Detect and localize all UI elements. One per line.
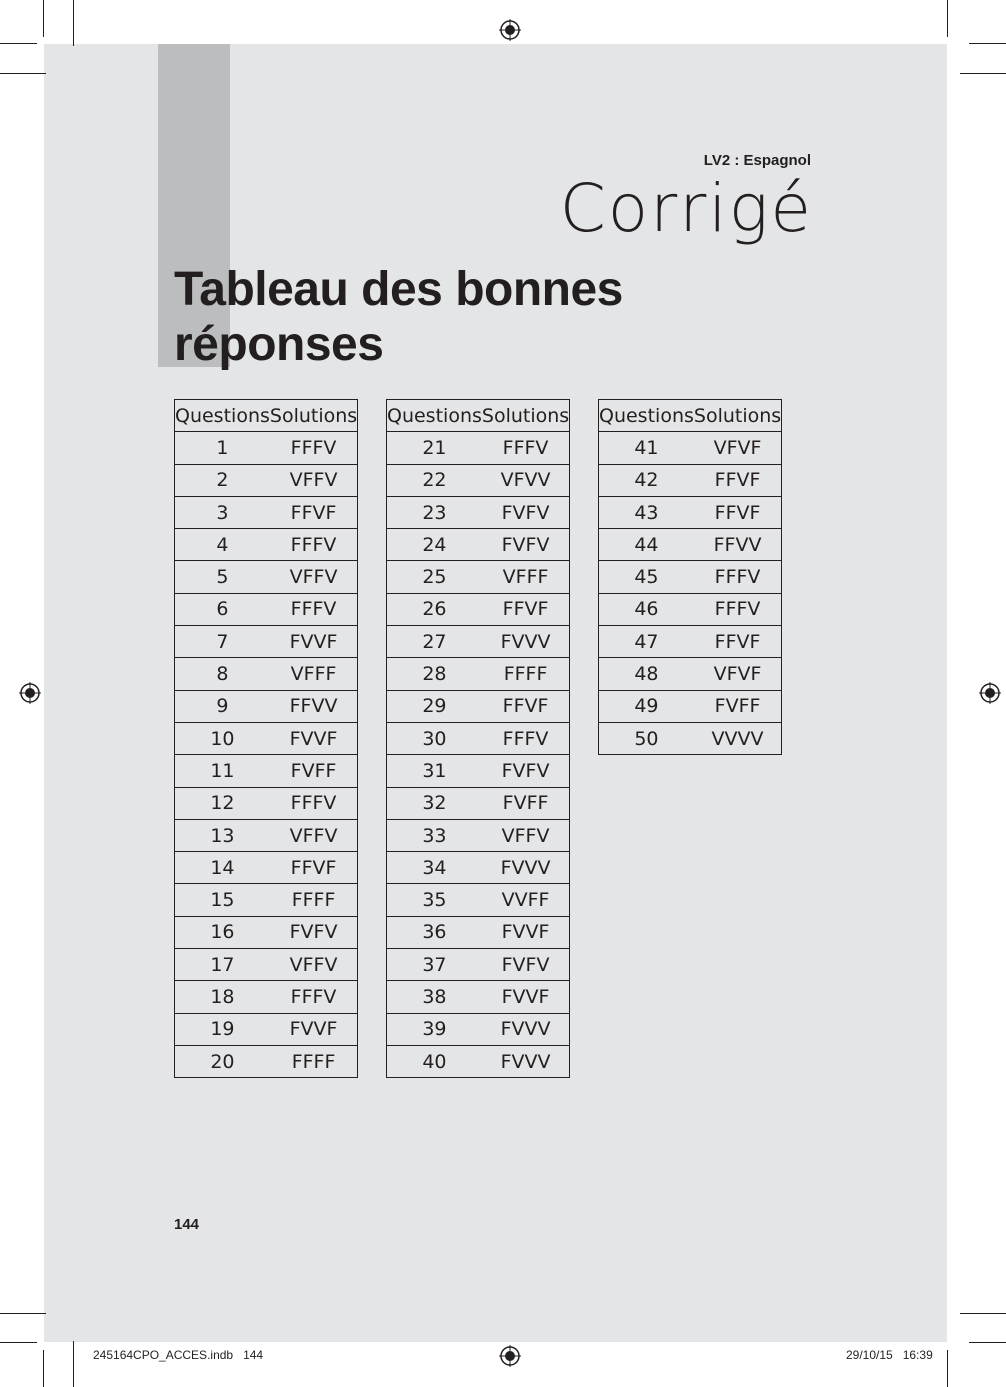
question-number: 30 [422, 727, 447, 750]
crop-mark [43, 0, 44, 37]
question-number: 37 [422, 953, 447, 976]
page-title-line-2: réponses [174, 318, 384, 371]
registration-mark-icon [19, 682, 41, 704]
question-number: 18 [210, 985, 235, 1008]
solution-value: FFFV [714, 598, 761, 621]
crop-mark [969, 1342, 1006, 1343]
table-row [599, 722, 782, 754]
column-header-questions: Questions [387, 404, 482, 427]
answers-table [174, 399, 358, 1078]
table-row [387, 884, 570, 916]
table-row [387, 1045, 570, 1077]
solution-value: FFFF [291, 889, 336, 912]
solution-value: FVFF [714, 695, 761, 718]
table-header-row [175, 400, 358, 432]
crop-mark [43, 1350, 44, 1387]
solution-value: VFFV [289, 469, 338, 492]
corrige-heading: Corrigé [559, 170, 813, 247]
table-row [175, 981, 358, 1013]
table-row [387, 755, 570, 787]
question-number: 31 [422, 759, 447, 782]
column-header-solutions: Solutions [269, 404, 358, 427]
table-row [599, 626, 782, 658]
crop-mark [960, 73, 1006, 74]
solution-value: FVFV [501, 501, 550, 524]
solution-value: FFFV [714, 566, 761, 589]
table-row [599, 561, 782, 593]
question-number: 4 [216, 533, 229, 556]
solution-value: FVFF [502, 792, 549, 815]
table-row [387, 819, 570, 851]
solution-value: FVVF [501, 985, 550, 1008]
solution-value: FFFF [503, 663, 548, 686]
table-row [387, 916, 570, 948]
column-header-solutions: Solutions [693, 404, 782, 427]
crop-mark [73, 0, 74, 46]
table-row [175, 722, 358, 754]
solution-value: FFVF [290, 501, 337, 524]
question-number: 2 [216, 469, 229, 492]
table-row [175, 884, 358, 916]
question-number: 20 [210, 1050, 235, 1073]
question-number: 24 [422, 533, 447, 556]
answers-table [598, 399, 782, 755]
table-row [387, 464, 570, 496]
question-number: 17 [210, 953, 235, 976]
crop-mark [0, 1313, 46, 1314]
question-number: 29 [422, 695, 447, 718]
solution-value: FFVF [714, 630, 761, 653]
table-row [175, 690, 358, 722]
solution-value: FVVV [500, 1050, 551, 1073]
question-number: 50 [634, 727, 659, 750]
table-row [175, 561, 358, 593]
question-number: 40 [422, 1050, 447, 1073]
table-row [175, 496, 358, 528]
question-number: 48 [634, 663, 659, 686]
table-row [387, 626, 570, 658]
table-row [387, 561, 570, 593]
table-row [387, 529, 570, 561]
solution-value: VFVF [713, 436, 762, 459]
solution-value: FFFV [290, 533, 337, 556]
solution-value: FVVF [289, 727, 338, 750]
crop-mark [0, 73, 46, 74]
solution-value: FFVF [502, 695, 549, 718]
question-number: 26 [422, 598, 447, 621]
crop-mark [947, 0, 948, 37]
table-row [175, 593, 358, 625]
question-number: 3 [216, 501, 229, 524]
page-title [174, 262, 623, 372]
question-number: 39 [422, 1018, 447, 1041]
print-slug-date: 29/10/15 16:39 [846, 1348, 933, 1362]
question-number: 9 [216, 695, 229, 718]
table-row [387, 981, 570, 1013]
solution-value: FFFV [502, 436, 549, 459]
table-row [175, 949, 358, 981]
table-row [387, 722, 570, 754]
question-number: 49 [634, 695, 659, 718]
table-row [599, 432, 782, 464]
solution-value: FVVF [501, 921, 550, 944]
table-row [175, 1045, 358, 1077]
crop-mark [0, 1342, 37, 1343]
solution-value: FVVV [500, 1018, 551, 1041]
solution-value: FFVF [290, 856, 337, 879]
table-row [599, 529, 782, 561]
question-number: 27 [422, 630, 447, 653]
table-row [175, 755, 358, 787]
solution-value: VFVF [713, 663, 762, 686]
solution-value: FVFF [290, 759, 337, 782]
page-number: 144 [174, 1216, 200, 1233]
solution-value: FFVF [714, 469, 761, 492]
solution-value: FFFV [502, 727, 549, 750]
solution-value: FVVF [289, 630, 338, 653]
question-number: 12 [210, 792, 235, 815]
column-header-questions: Questions [175, 404, 270, 427]
table-row [387, 593, 570, 625]
table-row [175, 626, 358, 658]
question-number: 46 [634, 598, 659, 621]
question-number: 1 [216, 436, 229, 459]
solution-value: VVFF [501, 889, 550, 912]
table-row [175, 819, 358, 851]
question-number: 6 [216, 598, 229, 621]
solution-value: FVFV [501, 953, 550, 976]
solution-value: VFFV [501, 824, 550, 847]
question-number: 43 [634, 501, 659, 524]
question-number: 16 [210, 921, 235, 944]
solution-value: FFFV [290, 436, 337, 459]
question-number: 42 [634, 469, 659, 492]
question-number: 28 [422, 663, 447, 686]
question-number: 19 [210, 1018, 235, 1041]
solution-value: FFFV [290, 985, 337, 1008]
solution-value: FFVV [289, 695, 338, 718]
solution-value: FVVV [500, 856, 551, 879]
question-number: 45 [634, 566, 659, 589]
crop-mark [947, 1350, 948, 1387]
registration-mark-icon [499, 1345, 521, 1367]
table-row [175, 916, 358, 948]
crop-mark [0, 43, 37, 44]
table-row [387, 852, 570, 884]
table-header-row [599, 400, 782, 432]
solution-value: FFFV [290, 792, 337, 815]
question-number: 38 [422, 985, 447, 1008]
crop-mark [960, 1313, 1006, 1314]
table-row [599, 658, 782, 690]
table-row [175, 787, 358, 819]
question-number: 23 [422, 501, 447, 524]
question-number: 47 [634, 630, 659, 653]
table-row [175, 852, 358, 884]
question-number: 13 [210, 824, 235, 847]
question-number: 41 [634, 436, 659, 459]
table-row [175, 658, 358, 690]
question-number: 44 [634, 533, 659, 556]
question-number: 11 [210, 759, 235, 782]
section-label: LV2 : Espagnol [703, 152, 811, 169]
table-row [175, 432, 358, 464]
solution-value: VVVV [711, 727, 764, 750]
table-row [387, 658, 570, 690]
solution-value: VFFF [290, 663, 337, 686]
table-row [599, 690, 782, 722]
solution-value: VFFF [502, 566, 549, 589]
solution-value: VFFV [289, 824, 338, 847]
question-number: 10 [210, 727, 235, 750]
solution-value: FVFV [289, 921, 338, 944]
solution-value: FVFV [501, 533, 550, 556]
solution-value: FFVF [502, 598, 549, 621]
question-number: 15 [210, 889, 235, 912]
solution-value: FFFF [291, 1050, 336, 1073]
question-number: 32 [422, 792, 447, 815]
table-row [387, 690, 570, 722]
question-number: 7 [216, 630, 229, 653]
crop-mark [969, 43, 1006, 44]
solution-value: FFVF [714, 501, 761, 524]
solution-value: FVVF [289, 1018, 338, 1041]
question-number: 8 [216, 663, 229, 686]
question-number: 34 [422, 856, 447, 879]
table-row [387, 949, 570, 981]
question-number: 33 [422, 824, 447, 847]
solution-value: VFVV [500, 469, 551, 492]
question-number: 22 [422, 469, 447, 492]
registration-mark-icon [979, 682, 1001, 704]
registration-mark-icon [499, 19, 521, 41]
table-row [387, 1013, 570, 1045]
table-row [387, 496, 570, 528]
solution-value: FFVV [713, 533, 762, 556]
table-row [175, 464, 358, 496]
solution-value: VFFV [289, 953, 338, 976]
column-header-questions: Questions [599, 404, 694, 427]
page-title-line-1: Tableau des bonnes [174, 263, 623, 316]
table-row [175, 529, 358, 561]
table-header-row [387, 400, 570, 432]
question-number: 25 [422, 566, 447, 589]
question-number: 5 [216, 566, 229, 589]
solution-value: FVVV [500, 630, 551, 653]
table-row [599, 464, 782, 496]
table-row [599, 496, 782, 528]
crop-mark [73, 1341, 74, 1387]
table-row [599, 593, 782, 625]
table-row [387, 432, 570, 464]
column-header-solutions: Solutions [481, 404, 570, 427]
solution-value: FVFV [501, 759, 550, 782]
question-number: 14 [210, 856, 235, 879]
answers-table [386, 399, 570, 1078]
question-number: 35 [422, 889, 447, 912]
question-number: 21 [422, 436, 447, 459]
solution-value: FFFV [290, 598, 337, 621]
solution-value: VFFV [289, 566, 338, 589]
print-slug-file: 245164CPO_ACCES.indb 144 [93, 1348, 264, 1362]
table-row [175, 1013, 358, 1045]
table-row [387, 787, 570, 819]
question-number: 36 [422, 921, 447, 944]
